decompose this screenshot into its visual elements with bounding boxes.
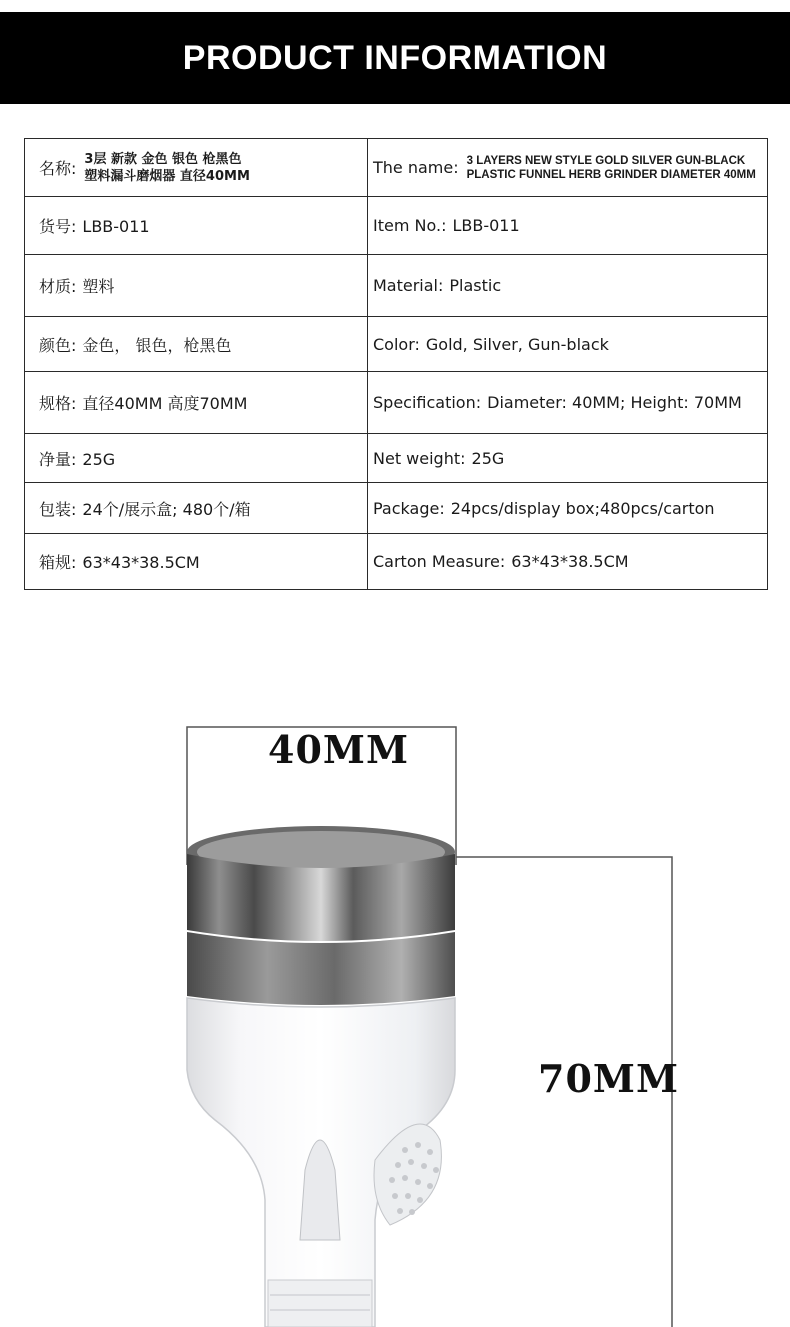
cn-name-label: 名称: [39, 159, 77, 178]
product-photo-area [0, 600, 790, 1327]
cn-label: 货号: [39, 217, 77, 236]
en-name-cell [368, 139, 768, 197]
table-row [25, 434, 768, 483]
page-title: PRODUCT INFORMATION [182, 38, 608, 77]
en-value: 63*43*38.5CM [511, 552, 629, 571]
en-name-line1: 3 LAYERS NEW STYLE GOLD SILVER GUN-BLACK [466, 154, 746, 167]
en-label: Net weight: [373, 448, 466, 468]
en-label: Material: [373, 276, 444, 295]
en-label: Item No.: [373, 216, 447, 235]
cn-label: 材质: [39, 277, 77, 296]
table-row [25, 197, 768, 255]
height-label: 70MM [538, 1056, 680, 1101]
cn-name-line2: 塑料漏斗磨烟器 直径40MM [84, 168, 250, 184]
cn-value: 直径40MM 高度70MM [82, 394, 248, 413]
en-value: 24pcs/display box;480pcs/carton [450, 498, 715, 518]
en-label: Carton Measure: [373, 552, 506, 571]
table-row [25, 534, 768, 590]
cn-label: 包装: [39, 499, 77, 519]
cn-value: LBB-011 [82, 217, 150, 236]
table-row-name [25, 139, 768, 197]
en-value: LBB-011 [452, 216, 520, 235]
cn-value: 塑料 [82, 277, 115, 296]
cn-label: 净量: [39, 449, 77, 469]
table-row [25, 317, 768, 372]
cn-label: 规格: [39, 394, 77, 413]
en-value: Plastic [449, 276, 502, 295]
en-name-line2: PLASTIC FUNNEL HERB GRINDER DIAMETER 40MM [466, 168, 756, 181]
cn-value: 63*43*38.5CM [82, 553, 200, 572]
cn-value: 24个/展示盒; 480个/箱 [82, 499, 251, 519]
en-value: Diameter: 40MM; Height: 70MM [487, 393, 742, 412]
cn-label: 颜色: [39, 335, 77, 355]
grinder-image [0, 600, 790, 1327]
en-value: 25G [471, 448, 505, 468]
cn-value: 金色， 银色，枪黑色 [82, 335, 232, 355]
en-name-label: The name: [373, 158, 459, 177]
table-row [25, 255, 768, 317]
en-value: Gold, Silver, Gun-black [425, 334, 609, 354]
header-banner [0, 12, 790, 104]
table-row [25, 372, 768, 434]
cn-name-cell [25, 139, 368, 197]
table-row [25, 483, 768, 534]
cn-value: 25G [82, 449, 116, 469]
width-label: 40MM [268, 727, 410, 772]
en-label: Color: [373, 334, 420, 354]
en-label: Specification: [373, 393, 482, 412]
cn-label: 箱规: [39, 553, 77, 572]
cn-name-line1: 3层 新款 金色 银色 枪黑色 [84, 151, 242, 167]
en-label: Package: [373, 498, 445, 518]
spec-table [24, 138, 768, 590]
